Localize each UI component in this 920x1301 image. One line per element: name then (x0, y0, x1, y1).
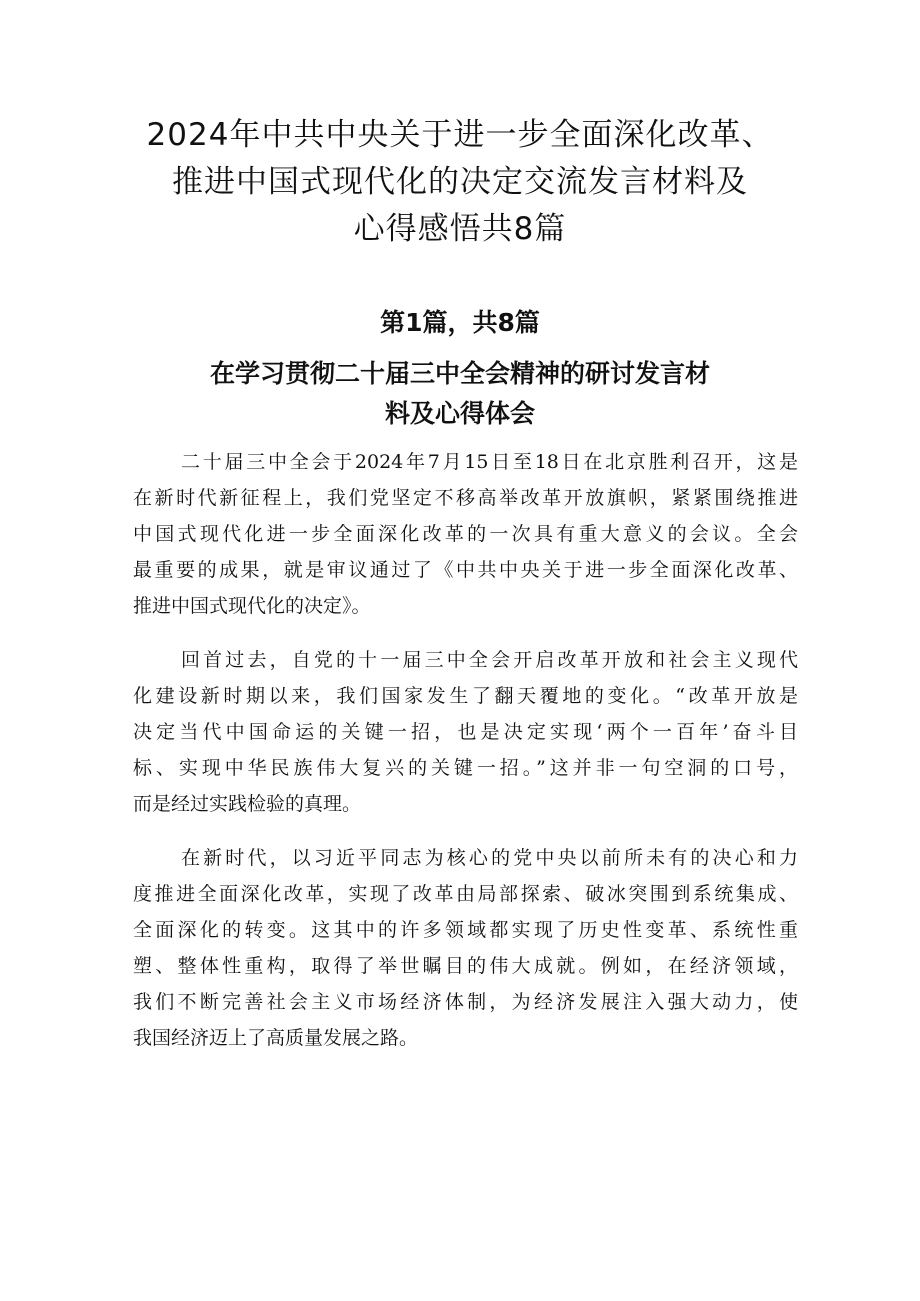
paragraph-line: 我们不断完善社会主义市场经济体制，为经济发展注入强大动力，使 (133, 991, 798, 1013)
document-title-line: 推进中国式现代化的决定交流发言材料及 (172, 164, 748, 200)
article-title-line: 料及心得体会 (384, 399, 535, 428)
paragraph-line: 回首过去，自党的十一届三中全会开启改革开放和社会主义现代 (181, 649, 798, 671)
paragraph-line: 化建设新时期以来，我们国家发生了翻天覆地的变化。“改革开放是 (133, 685, 798, 707)
paragraph (133, 444, 798, 624)
paragraph-line: 中国式现代化进一步全面深化改革的一次具有重大意义的会议。全会 (133, 523, 798, 545)
paragraph-line: 推进中国式现代化的决定》。 (133, 595, 371, 617)
paragraph-line: 我国经济迈上了高质量发展之路。 (133, 1027, 419, 1049)
paragraph-line: 在新时代新征程上，我们党坚定不移高举改革开放旗帜，紧紧围绕推进 (133, 487, 798, 509)
paragraph-line: 度推进全面深化改革，实现了改革由局部探索、破冰突围到系统集成、 (133, 883, 798, 905)
paragraph (133, 840, 798, 1056)
paragraph-line: 二十届三中全会于2024年7月15日至18日在北京胜利召开，这是 (181, 451, 798, 473)
paragraph-line: 全面深化的转变。这其中的许多领域都实现了历史性变革、系统性重 (133, 919, 798, 941)
part-label: 第1篇，共8篇 (380, 308, 540, 337)
paragraph-line: 标、实现中华民族伟大复兴的关键一招。”这并非一句空洞的口号， (133, 757, 798, 779)
paragraph-line: 在新时代，以习近平同志为核心的党中央以前所未有的决心和力 (181, 847, 798, 869)
document-title-line: 2024年中共中央关于进一步全面深化改革、 (146, 117, 774, 153)
article-body (133, 444, 798, 1074)
document-title (100, 112, 820, 253)
paragraph-line: 决定当代中国命运的关键一招，也是决定实现‘两个一百年’奋斗目 (133, 721, 798, 743)
article-title-line: 在学习贯彻二十届三中全会精神的研讨发言材 (209, 359, 710, 388)
document-title-line: 心得感悟共8篇 (353, 211, 567, 247)
article-title (130, 354, 790, 434)
paragraph-line: 而是经过实践检验的真理。 (133, 793, 362, 815)
paragraph (133, 642, 798, 822)
paragraph-line: 最重要的成果，就是审议通过了《中共中央关于进一步全面深化改革、 (133, 559, 798, 581)
paragraph-line: 塑、整体性重构，取得了举世瞩目的伟大成就。例如，在经济领域， (133, 955, 798, 977)
